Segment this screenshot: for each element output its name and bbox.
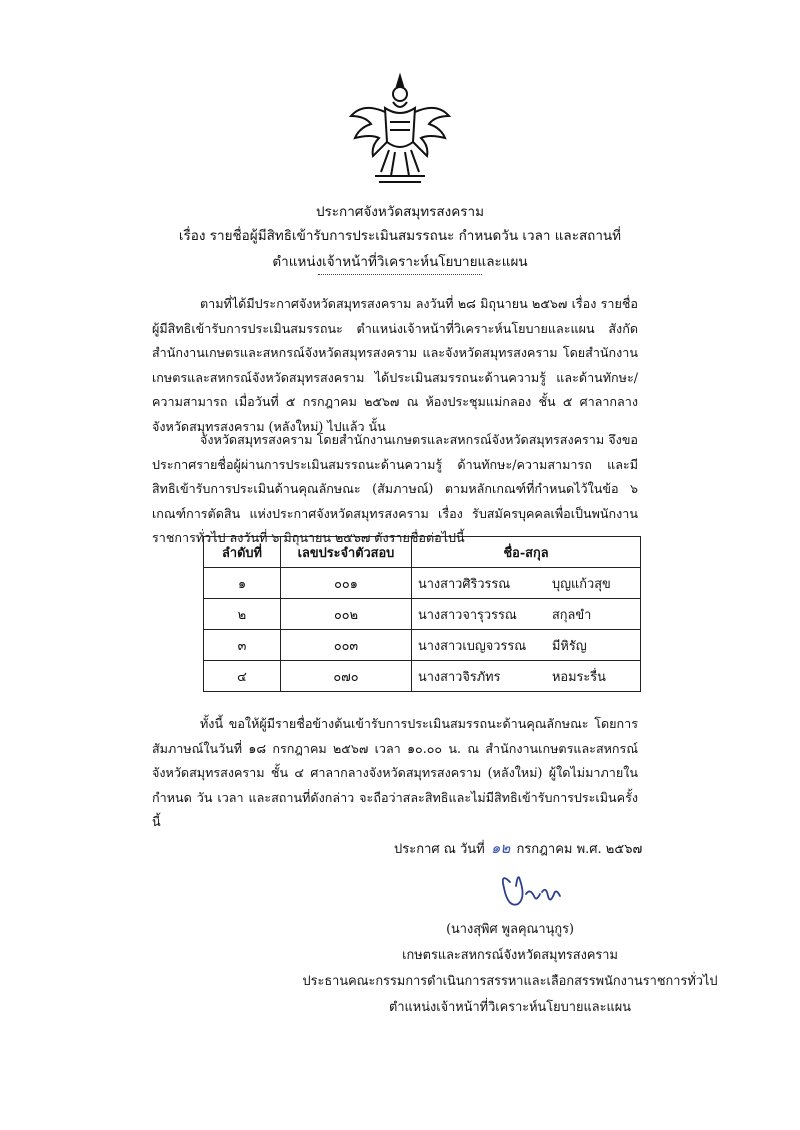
paragraph-announcement bbox=[152, 428, 638, 551]
row-last-name: สกุลขำ bbox=[552, 607, 592, 623]
signatory-name: (นางสุพิศ พูลคุณานุกูร) bbox=[446, 922, 574, 937]
table-row bbox=[204, 568, 641, 599]
row-first-name: นางสาวจารุวรรณ bbox=[418, 607, 517, 623]
row-order: ๒ bbox=[204, 599, 281, 630]
row-name bbox=[412, 630, 641, 661]
row-first-name: นางสาวศิริวรรณ bbox=[418, 576, 511, 592]
row-order: ๓ bbox=[204, 630, 281, 661]
paragraph-interview-text: ทั้งนี้ ขอให้ผู้มีรายชื่อข้างต้นเข้ารับการประเมินสมรรถนะด้านคุณลักษณะ โดยการสัมภาษณ์ในวันที่ ๑๘ กรกฎาคม ๒๕๖๗ เวลา ๑๐.๐๐ น. ณ สำนักงานเกษตรและสหกรณ์จังหวัดสมุทรสงคราม ชั้น ๔ ศาลากลางจังหวัดสมุทรสงคราม (หลังใหม่) ผู้ใดไม่มาภายในกำหนด วัน เวลา และสถานที่ดังกล่าว จะถือว่าสละสิทธิและไม่มีสิทธิเข้ารับการประเมินครั้งนี้ bbox=[152, 716, 638, 829]
header-order: ลำดับที่ bbox=[204, 537, 281, 568]
row-exam-id: ๐๐๑ bbox=[281, 568, 412, 599]
document-subject: เรื่อง รายชื่อผู้มีสิทธิเข้ารับการประเมินสมรรถนะ กำหนดวัน เวลา และสถานที่ bbox=[178, 228, 622, 244]
row-first-name: นางสาวเบญจวรรณ bbox=[418, 638, 527, 654]
announcement-date bbox=[394, 836, 642, 860]
table-row bbox=[204, 630, 641, 661]
table-row bbox=[204, 599, 641, 630]
row-first-name: นางสาวจิรภัทร bbox=[418, 669, 501, 685]
date-month-year: กรกฎาคม พ.ศ. ๒๕๖๗ bbox=[516, 842, 643, 857]
signatory-title-1: เกษตรและสหกรณ์จังหวัดสมุทรสงคราม bbox=[402, 948, 618, 963]
date-prefix: ประกาศ ณ วันที่ bbox=[394, 842, 485, 857]
garuda-emblem-icon bbox=[345, 72, 455, 192]
row-exam-id: ๐๐๒ bbox=[281, 599, 412, 630]
row-order: ๔ bbox=[204, 661, 281, 692]
signatory-title-3: ตำแหน่งเจ้าหน้าที่วิเคราะห์นโยบายและแผน bbox=[389, 1000, 631, 1015]
row-name bbox=[412, 568, 641, 599]
row-last-name: บุญแก้วสุข bbox=[552, 576, 611, 592]
document-position: ตำแหน่งเจ้าหน้าที่วิเคราะห์นโยบายและแผน bbox=[272, 254, 528, 270]
paragraph-background bbox=[152, 292, 638, 439]
header-exam-id: เลขประจำตัวสอบ bbox=[281, 537, 412, 568]
paragraph-announcement-text: จังหวัดสมุทรสงคราม โดยสำนักงานเกษตรและสหกรณ์จังหวัดสมุทรสงคราม จึงขอประกาศรายชื่อผู้ผ่านการประเมินสมรรถนะด้านความรู้ ด้านทักษะ/ความสามารถ และมีสิทธิเข้ารับการประเมินด้านคุณลักษณะ (สัมภาษณ์) ตามหลักเกณฑ์ที่กำหนดไว้ในข้อ ๖ เกณฑ์การตัดสิน แห่งประกาศจังหวัดสมุทรสงคราม เรื่อง รับสมัครบุคคลเพื่อเป็นพนักงานราชการทั่วไป ลงวันที่ ๖ มิถุนายน ๒๕๖๗ ดังรายชื่อต่อไปนี้ bbox=[152, 432, 638, 545]
table-row bbox=[204, 661, 641, 692]
separator-dotted-line bbox=[318, 274, 482, 275]
row-name bbox=[412, 599, 641, 630]
row-exam-id: ๐๗๐ bbox=[281, 661, 412, 692]
header-full-name: ชื่อ-สกุล bbox=[412, 537, 641, 568]
table-header-row bbox=[204, 537, 641, 568]
paragraph-background-text: ตามที่ได้มีประกาศจังหวัดสมุทรสงคราม ลงวันที่ ๒๘ มิถุนายน ๒๕๖๗ เรื่อง รายชื่อผู้มีสิทธิเข้ารับการประเมินสมรรถนะ ตำแหน่งเจ้าหน้าที่วิเคราะห์นโยบายและแผน สังกัดสำนักงานเกษตรและสหกรณ์จังหวัดสมุทรสงคราม และจังหวัดสมุทรสงคราม โดยสำนักงานเกษตรและสหกรณ์จังหวัดสมุทรสงคราม ได้ประเมินสมรรถนะด้านความรู้ และด้านทักษะ/ความสามารถ เมื่อวันที่ ๕ กรกฎาคม ๒๕๖๗ ณ ห้องประชุมแม่กลอง ชั้น ๕ ศาลากลางจังหวัดสมุทรสงคราม (หลังใหม่) ไปแล้ว นั้น bbox=[152, 296, 638, 434]
document-title: ประกาศจังหวัดสมุทรสงคราม bbox=[315, 204, 485, 220]
row-order: ๑ bbox=[204, 568, 281, 599]
date-day-handwritten: ๑๒ bbox=[490, 839, 511, 857]
handwritten-signature bbox=[490, 868, 580, 918]
signatory-title-2: ประธานคณะกรรมการดำเนินการสรรหาและเลือกสรรพนักงานราชการทั่วไป bbox=[302, 974, 718, 989]
row-name bbox=[412, 661, 641, 692]
row-last-name: หอมระรื่น bbox=[552, 669, 606, 685]
paragraph-interview bbox=[152, 712, 638, 835]
row-exam-id: ๐๐๓ bbox=[281, 630, 412, 661]
candidate-table bbox=[203, 536, 641, 692]
row-last-name: มีหิรัญ bbox=[552, 638, 587, 654]
